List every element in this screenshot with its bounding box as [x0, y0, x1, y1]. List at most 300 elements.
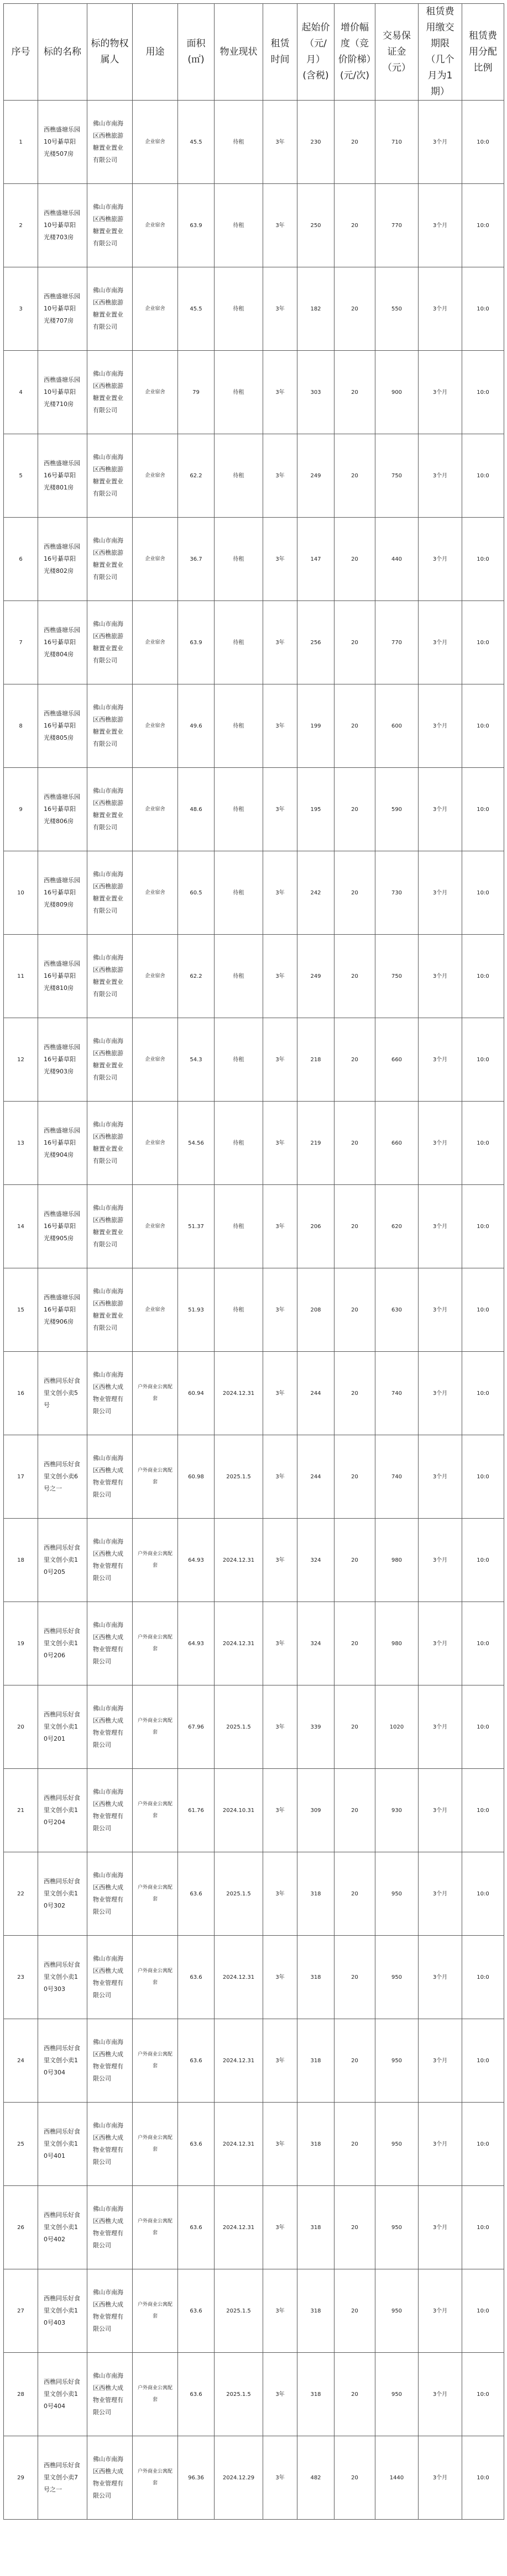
row-price: 303	[297, 351, 334, 434]
row-status	[215, 1268, 263, 1352]
row-price: 318	[297, 2019, 334, 2103]
row-index: 10	[4, 851, 38, 935]
row-owner: 佛山市南海区西樵旅游糖置业置业有限公司	[87, 518, 133, 601]
table-row	[4, 1936, 504, 2019]
row-status	[215, 1102, 263, 1185]
row-status	[215, 2019, 263, 2103]
row-name: 西樵同乐好食里文创小卖10号205	[38, 1519, 87, 1602]
row-index: 24	[4, 2019, 38, 2103]
row-deposit: 620	[375, 1185, 419, 1268]
row-status-text: 待租	[233, 305, 244, 312]
row-deposit: 660	[375, 1102, 419, 1185]
table-row	[4, 184, 504, 267]
row-area: 49.6	[178, 684, 215, 768]
col-header-step: 增价幅度（竞价阶梯）(元/次)	[334, 4, 375, 101]
row-deposit: 950	[375, 2353, 419, 2436]
row-use: 企业宿舍	[133, 935, 178, 1018]
row-start-date: 2024.10.31	[222, 1807, 255, 1814]
row-index: 28	[4, 2353, 38, 2436]
row-deposit: 550	[375, 267, 419, 351]
row-area: 96.36	[178, 2436, 215, 2520]
row-ratio: 10:0	[462, 684, 504, 768]
row-owner: 佛山市南海区西樵大成物业管理有限公司	[87, 2103, 133, 2186]
row-status	[215, 1769, 263, 1852]
row-term: 3年	[263, 434, 297, 518]
row-price: 256	[297, 601, 334, 684]
row-owner: 佛山市南海区西樵旅游糖置业置业有限公司	[87, 1268, 133, 1352]
row-status	[215, 434, 263, 518]
row-owner: 佛山市南海区西樵旅游糖置业置业有限公司	[87, 768, 133, 851]
row-area: 45.5	[178, 267, 215, 351]
row-use: 企业宿舍	[133, 851, 178, 935]
row-step: 20	[334, 2019, 375, 2103]
row-deposit: 710	[375, 101, 419, 184]
row-term: 3年	[263, 1268, 297, 1352]
row-status	[215, 1018, 263, 1102]
row-use: 企业宿舍	[133, 351, 178, 434]
row-area: 60.94	[178, 1352, 215, 1435]
table-row	[4, 2186, 504, 2269]
row-use: 企业宿舍	[133, 1102, 178, 1185]
row-name: 西樵盛塘乐园16号綦草阳光楼810房	[38, 935, 87, 1018]
row-area: 60.98	[178, 1435, 215, 1519]
row-index: 21	[4, 1769, 38, 1852]
row-term: 3年	[263, 1685, 297, 1769]
row-deposit: 770	[375, 601, 419, 684]
row-index: 11	[4, 935, 38, 1018]
row-price: 244	[297, 1435, 334, 1519]
row-use: 户外商业公寓配套	[133, 2269, 178, 2353]
row-step: 20	[334, 1769, 375, 1852]
row-use: 户外商业公寓配套	[133, 1602, 178, 1685]
row-period: 3个月	[419, 267, 462, 351]
row-ratio: 10:0	[462, 184, 504, 267]
row-status	[215, 2103, 263, 2186]
row-term: 3年	[263, 1352, 297, 1435]
row-use: 户外商业公寓配套	[133, 1769, 178, 1852]
row-period: 3个月	[419, 768, 462, 851]
row-area: 63.6	[178, 2353, 215, 2436]
row-start-date: 2025.1.5	[226, 1473, 251, 1480]
row-name: 西樵同乐好食里文创小卖10号402	[38, 2186, 87, 2269]
row-ratio: 10:0	[462, 1936, 504, 2019]
row-status	[215, 1185, 263, 1268]
table-row	[4, 851, 504, 935]
row-status	[215, 518, 263, 601]
row-use: 企业宿舍	[133, 101, 178, 184]
row-ratio: 10:0	[462, 2353, 504, 2436]
table-row	[4, 434, 504, 518]
table-row	[4, 1018, 504, 1102]
row-status-text: 待租	[233, 139, 244, 145]
row-status	[215, 267, 263, 351]
row-status-text: 待租	[233, 389, 244, 396]
row-area: 61.76	[178, 1769, 215, 1852]
row-deposit: 740	[375, 1435, 419, 1519]
row-price: 218	[297, 1018, 334, 1102]
row-term: 3年	[263, 935, 297, 1018]
col-header-owner: 标的物权属人	[87, 4, 133, 101]
row-owner: 佛山市南海区西樵大成物业管理有限公司	[87, 1936, 133, 2019]
row-term: 3年	[263, 1602, 297, 1685]
row-status-text: 待租	[233, 222, 244, 229]
row-use: 户外商业公寓配套	[133, 2436, 178, 2520]
row-name: 西樵盛塘乐园10号綦草阳光楼710房	[38, 351, 87, 434]
row-use: 企业宿舍	[133, 684, 178, 768]
rental-listing-table	[3, 3, 504, 2520]
row-step: 20	[334, 351, 375, 434]
row-index: 27	[4, 2269, 38, 2353]
table-row	[4, 1519, 504, 1602]
row-index: 1	[4, 101, 38, 184]
row-name: 西樵盛塘乐园16号綦草阳光楼905房	[38, 1185, 87, 1268]
table-row	[4, 2353, 504, 2436]
row-term: 3年	[263, 2269, 297, 2353]
row-ratio: 10:0	[462, 1852, 504, 1936]
row-index: 12	[4, 1018, 38, 1102]
table-row	[4, 1268, 504, 1352]
row-index: 23	[4, 1936, 38, 2019]
col-header-deposit: 交易保证金（元）	[375, 4, 419, 101]
row-use: 企业宿舍	[133, 518, 178, 601]
row-step: 20	[334, 2103, 375, 2186]
row-name: 西樵同乐好食里文创小卖10号302	[38, 1852, 87, 1936]
row-owner: 佛山市南海区西樵旅游糖置业置业有限公司	[87, 184, 133, 267]
row-step: 20	[334, 684, 375, 768]
row-area: 62.2	[178, 935, 215, 1018]
row-deposit: 980	[375, 1602, 419, 1685]
row-owner: 佛山市南海区西樵大成物业管理有限公司	[87, 1435, 133, 1519]
row-ratio: 10:0	[462, 1602, 504, 1685]
row-price: 309	[297, 1769, 334, 1852]
row-step: 20	[334, 935, 375, 1018]
row-term: 3年	[263, 267, 297, 351]
row-period: 3个月	[419, 518, 462, 601]
row-status	[215, 1936, 263, 2019]
row-use: 企业宿舍	[133, 434, 178, 518]
row-period: 3个月	[419, 2186, 462, 2269]
row-price: 318	[297, 2186, 334, 2269]
row-ratio: 10:0	[462, 601, 504, 684]
row-price: 219	[297, 1102, 334, 1185]
row-use: 户外商业公寓配套	[133, 1852, 178, 1936]
row-ratio: 10:0	[462, 1268, 504, 1352]
row-owner: 佛山市南海区西樵旅游糖置业置业有限公司	[87, 601, 133, 684]
row-deposit: 950	[375, 2186, 419, 2269]
row-index: 5	[4, 434, 38, 518]
row-status-text: 待租	[233, 973, 244, 979]
row-use: 企业宿舍	[133, 1268, 178, 1352]
row-term: 3年	[263, 518, 297, 601]
col-header-area: 面积(㎡)	[178, 4, 215, 101]
row-ratio: 10:0	[462, 1102, 504, 1185]
row-owner: 佛山市南海区西樵旅游糖置业置业有限公司	[87, 935, 133, 1018]
row-deposit: 950	[375, 2103, 419, 2186]
table-row	[4, 518, 504, 601]
row-ratio: 10:0	[462, 2186, 504, 2269]
row-price: 244	[297, 1352, 334, 1435]
row-step: 20	[334, 101, 375, 184]
row-use: 企业宿舍	[133, 768, 178, 851]
row-period: 3个月	[419, 2103, 462, 2186]
row-index: 4	[4, 351, 38, 434]
row-status-text: 待租	[233, 806, 244, 813]
row-term: 3年	[263, 851, 297, 935]
row-step: 20	[334, 601, 375, 684]
row-status	[215, 851, 263, 935]
row-term: 3年	[263, 768, 297, 851]
row-period: 3个月	[419, 1018, 462, 1102]
row-term: 3年	[263, 184, 297, 267]
row-area: 60.5	[178, 851, 215, 935]
row-name: 西樵同乐好食里文创小卖10号304	[38, 2019, 87, 2103]
row-name: 西樵盛塘乐园10号綦草阳光楼707房	[38, 267, 87, 351]
row-owner: 佛山市南海区西樵大成物业管理有限公司	[87, 1852, 133, 1936]
row-name: 西樵盛塘乐园10号綦草阳光楼507房	[38, 101, 87, 184]
row-deposit: 750	[375, 434, 419, 518]
row-owner: 佛山市南海区西樵旅游糖置业置业有限公司	[87, 1102, 133, 1185]
row-area: 63.9	[178, 601, 215, 684]
row-use: 户外商业公寓配套	[133, 1936, 178, 2019]
row-status-text: 待租	[233, 639, 244, 646]
table-row	[4, 1685, 504, 1769]
row-deposit: 740	[375, 1352, 419, 1435]
row-index: 6	[4, 518, 38, 601]
row-start-date: 2025.1.5	[226, 1890, 251, 1897]
row-owner: 佛山市南海区西樵大成物业管理有限公司	[87, 1602, 133, 1685]
row-name: 西樵同乐好食里文创小卖10号404	[38, 2353, 87, 2436]
row-area: 36.7	[178, 518, 215, 601]
row-step: 20	[334, 1602, 375, 1685]
table-row	[4, 935, 504, 1018]
row-index: 14	[4, 1185, 38, 1268]
row-status	[215, 184, 263, 267]
row-start-date: 2024.12.31	[222, 1974, 255, 1980]
row-status	[215, 1852, 263, 1936]
row-deposit: 980	[375, 1519, 419, 1602]
row-period: 3个月	[419, 1769, 462, 1852]
row-ratio: 10:0	[462, 1435, 504, 1519]
row-period: 3个月	[419, 684, 462, 768]
row-term: 3年	[263, 1936, 297, 2019]
table-row	[4, 2436, 504, 2520]
row-status	[215, 2436, 263, 2520]
table-row	[4, 2103, 504, 2186]
row-start-date: 2024.12.31	[222, 2224, 255, 2231]
table-row	[4, 101, 504, 184]
row-area: 51.93	[178, 1268, 215, 1352]
row-price: 324	[297, 1602, 334, 1685]
row-ratio: 10:0	[462, 2269, 504, 2353]
row-name: 西樵同乐好食里文创小卖10号201	[38, 1685, 87, 1769]
row-price: 182	[297, 267, 334, 351]
row-period: 3个月	[419, 851, 462, 935]
row-status-text: 待租	[233, 1140, 244, 1146]
row-price: 242	[297, 851, 334, 935]
row-status	[215, 2269, 263, 2353]
row-use: 企业宿舍	[133, 601, 178, 684]
row-ratio: 10:0	[462, 434, 504, 518]
row-area: 63.6	[178, 2186, 215, 2269]
row-period: 3个月	[419, 184, 462, 267]
row-term: 3年	[263, 2019, 297, 2103]
row-name: 西樵同乐好食里文创小卖6号之一	[38, 1435, 87, 1519]
row-area: 62.2	[178, 434, 215, 518]
row-status	[215, 935, 263, 1018]
row-status-text: 待租	[233, 1223, 244, 1230]
row-price: 230	[297, 101, 334, 184]
row-start-date: 2024.12.31	[222, 1640, 255, 1647]
row-period: 3个月	[419, 601, 462, 684]
row-deposit: 750	[375, 935, 419, 1018]
row-ratio: 10:0	[462, 2103, 504, 2186]
row-term: 3年	[263, 1769, 297, 1852]
row-start-date: 2024.12.31	[222, 2057, 255, 2064]
row-name: 西樵同乐好食里文创小卖10号206	[38, 1602, 87, 1685]
row-index: 8	[4, 684, 38, 768]
col-header-ratio: 租赁费用分配比例	[462, 4, 504, 101]
row-owner: 佛山市南海区西樵旅游糖置业置业有限公司	[87, 684, 133, 768]
row-start-date: 2025.1.5	[226, 1724, 251, 1730]
row-name: 西樵盛塘乐园16号綦草阳光楼906房	[38, 1268, 87, 1352]
row-use: 户外商业公寓配套	[133, 2353, 178, 2436]
row-term: 3年	[263, 2103, 297, 2186]
row-status-text: 待租	[233, 889, 244, 896]
table-row	[4, 1602, 504, 1685]
row-use: 企业宿舍	[133, 1018, 178, 1102]
row-period: 3个月	[419, 101, 462, 184]
table-row	[4, 768, 504, 851]
row-area: 64.93	[178, 1602, 215, 1685]
row-term: 3年	[263, 1852, 297, 1936]
row-area: 63.6	[178, 1852, 215, 1936]
row-status	[215, 1602, 263, 1685]
row-term: 3年	[263, 1435, 297, 1519]
row-ratio: 10:0	[462, 1352, 504, 1435]
row-deposit: 600	[375, 684, 419, 768]
row-deposit: 950	[375, 1936, 419, 2019]
row-period: 3个月	[419, 1936, 462, 2019]
row-index: 3	[4, 267, 38, 351]
row-period: 3个月	[419, 1602, 462, 1685]
row-term: 3年	[263, 2353, 297, 2436]
row-use: 企业宿舍	[133, 267, 178, 351]
row-step: 20	[334, 518, 375, 601]
row-step: 20	[334, 1519, 375, 1602]
row-period: 3个月	[419, 2436, 462, 2520]
row-deposit: 440	[375, 518, 419, 601]
row-index: 13	[4, 1102, 38, 1185]
row-index: 18	[4, 1519, 38, 1602]
row-period: 3个月	[419, 1852, 462, 1936]
row-area: 63.9	[178, 184, 215, 267]
row-index: 20	[4, 1685, 38, 1769]
col-header-name: 标的名称	[38, 4, 87, 101]
row-status-text: 待租	[233, 1307, 244, 1313]
row-use: 户外商业公寓配套	[133, 2186, 178, 2269]
row-use: 户外商业公寓配套	[133, 1519, 178, 1602]
row-period: 3个月	[419, 2353, 462, 2436]
row-area: 54.56	[178, 1102, 215, 1185]
row-deposit: 1020	[375, 1685, 419, 1769]
table-row	[4, 1352, 504, 1435]
row-area: 48.6	[178, 768, 215, 851]
row-use: 企业宿舍	[133, 1185, 178, 1268]
row-name: 西樵盛塘乐园16号綦草阳光楼904房	[38, 1102, 87, 1185]
col-header-period: 租赁费用缴交期限（几个月为1期）	[419, 4, 462, 101]
row-name: 西樵盛塘乐园10号綦草阳光楼703房	[38, 184, 87, 267]
row-name: 西樵盛塘乐园16号綦草阳光楼809房	[38, 851, 87, 935]
row-period: 3个月	[419, 935, 462, 1018]
row-status	[215, 101, 263, 184]
row-step: 20	[334, 1352, 375, 1435]
row-start-date: 2024.12.29	[222, 2474, 255, 2481]
row-status	[215, 1435, 263, 1519]
row-index: 17	[4, 1435, 38, 1519]
row-step: 20	[334, 1268, 375, 1352]
row-deposit: 630	[375, 1268, 419, 1352]
row-area: 51.37	[178, 1185, 215, 1268]
row-index: 22	[4, 1852, 38, 1936]
row-price: 199	[297, 684, 334, 768]
row-term: 3年	[263, 1018, 297, 1102]
table-row	[4, 2019, 504, 2103]
row-owner: 佛山市南海区西樵旅游糖置业置业有限公司	[87, 101, 133, 184]
row-deposit: 1440	[375, 2436, 419, 2520]
row-term: 3年	[263, 351, 297, 434]
row-owner: 佛山市南海区西樵大成物业管理有限公司	[87, 2186, 133, 2269]
row-step: 20	[334, 1018, 375, 1102]
row-step: 20	[334, 1852, 375, 1936]
table-row	[4, 1102, 504, 1185]
row-ratio: 10:0	[462, 1769, 504, 1852]
row-name: 西樵盛塘乐园16号綦草阳光楼903房	[38, 1018, 87, 1102]
row-ratio: 10:0	[462, 2436, 504, 2520]
row-price: 339	[297, 1685, 334, 1769]
row-owner: 佛山市南海区西樵大成物业管理有限公司	[87, 1519, 133, 1602]
row-period: 3个月	[419, 1268, 462, 1352]
row-price: 318	[297, 2269, 334, 2353]
col-header-status: 物业现状	[215, 4, 263, 101]
row-owner: 佛山市南海区西樵大成物业管理有限公司	[87, 1685, 133, 1769]
row-step: 20	[334, 1185, 375, 1268]
row-ratio: 10:0	[462, 518, 504, 601]
row-start-date: 2025.1.5	[226, 2308, 251, 2314]
row-price: 324	[297, 1519, 334, 1602]
row-owner: 佛山市南海区西樵大成物业管理有限公司	[87, 2436, 133, 2520]
row-area: 54.3	[178, 1018, 215, 1102]
row-deposit: 930	[375, 1769, 419, 1852]
row-start-date: 2025.1.5	[226, 2391, 251, 2398]
row-owner: 佛山市南海区西樵旅游糖置业置业有限公司	[87, 267, 133, 351]
row-status-text: 待租	[233, 472, 244, 479]
row-status	[215, 684, 263, 768]
row-ratio: 10:0	[462, 851, 504, 935]
row-period: 3个月	[419, 2269, 462, 2353]
row-area: 63.6	[178, 1936, 215, 2019]
row-ratio: 10:0	[462, 1018, 504, 1102]
row-status	[215, 1519, 263, 1602]
row-term: 3年	[263, 101, 297, 184]
row-status-text: 待租	[233, 1056, 244, 1063]
row-owner: 佛山市南海区西樵大成物业管理有限公司	[87, 1352, 133, 1435]
row-ratio: 10:0	[462, 1519, 504, 1602]
row-step: 20	[334, 1435, 375, 1519]
table-row	[4, 1185, 504, 1268]
row-area: 64.93	[178, 1519, 215, 1602]
row-status	[215, 601, 263, 684]
row-use: 户外商业公寓配套	[133, 1685, 178, 1769]
